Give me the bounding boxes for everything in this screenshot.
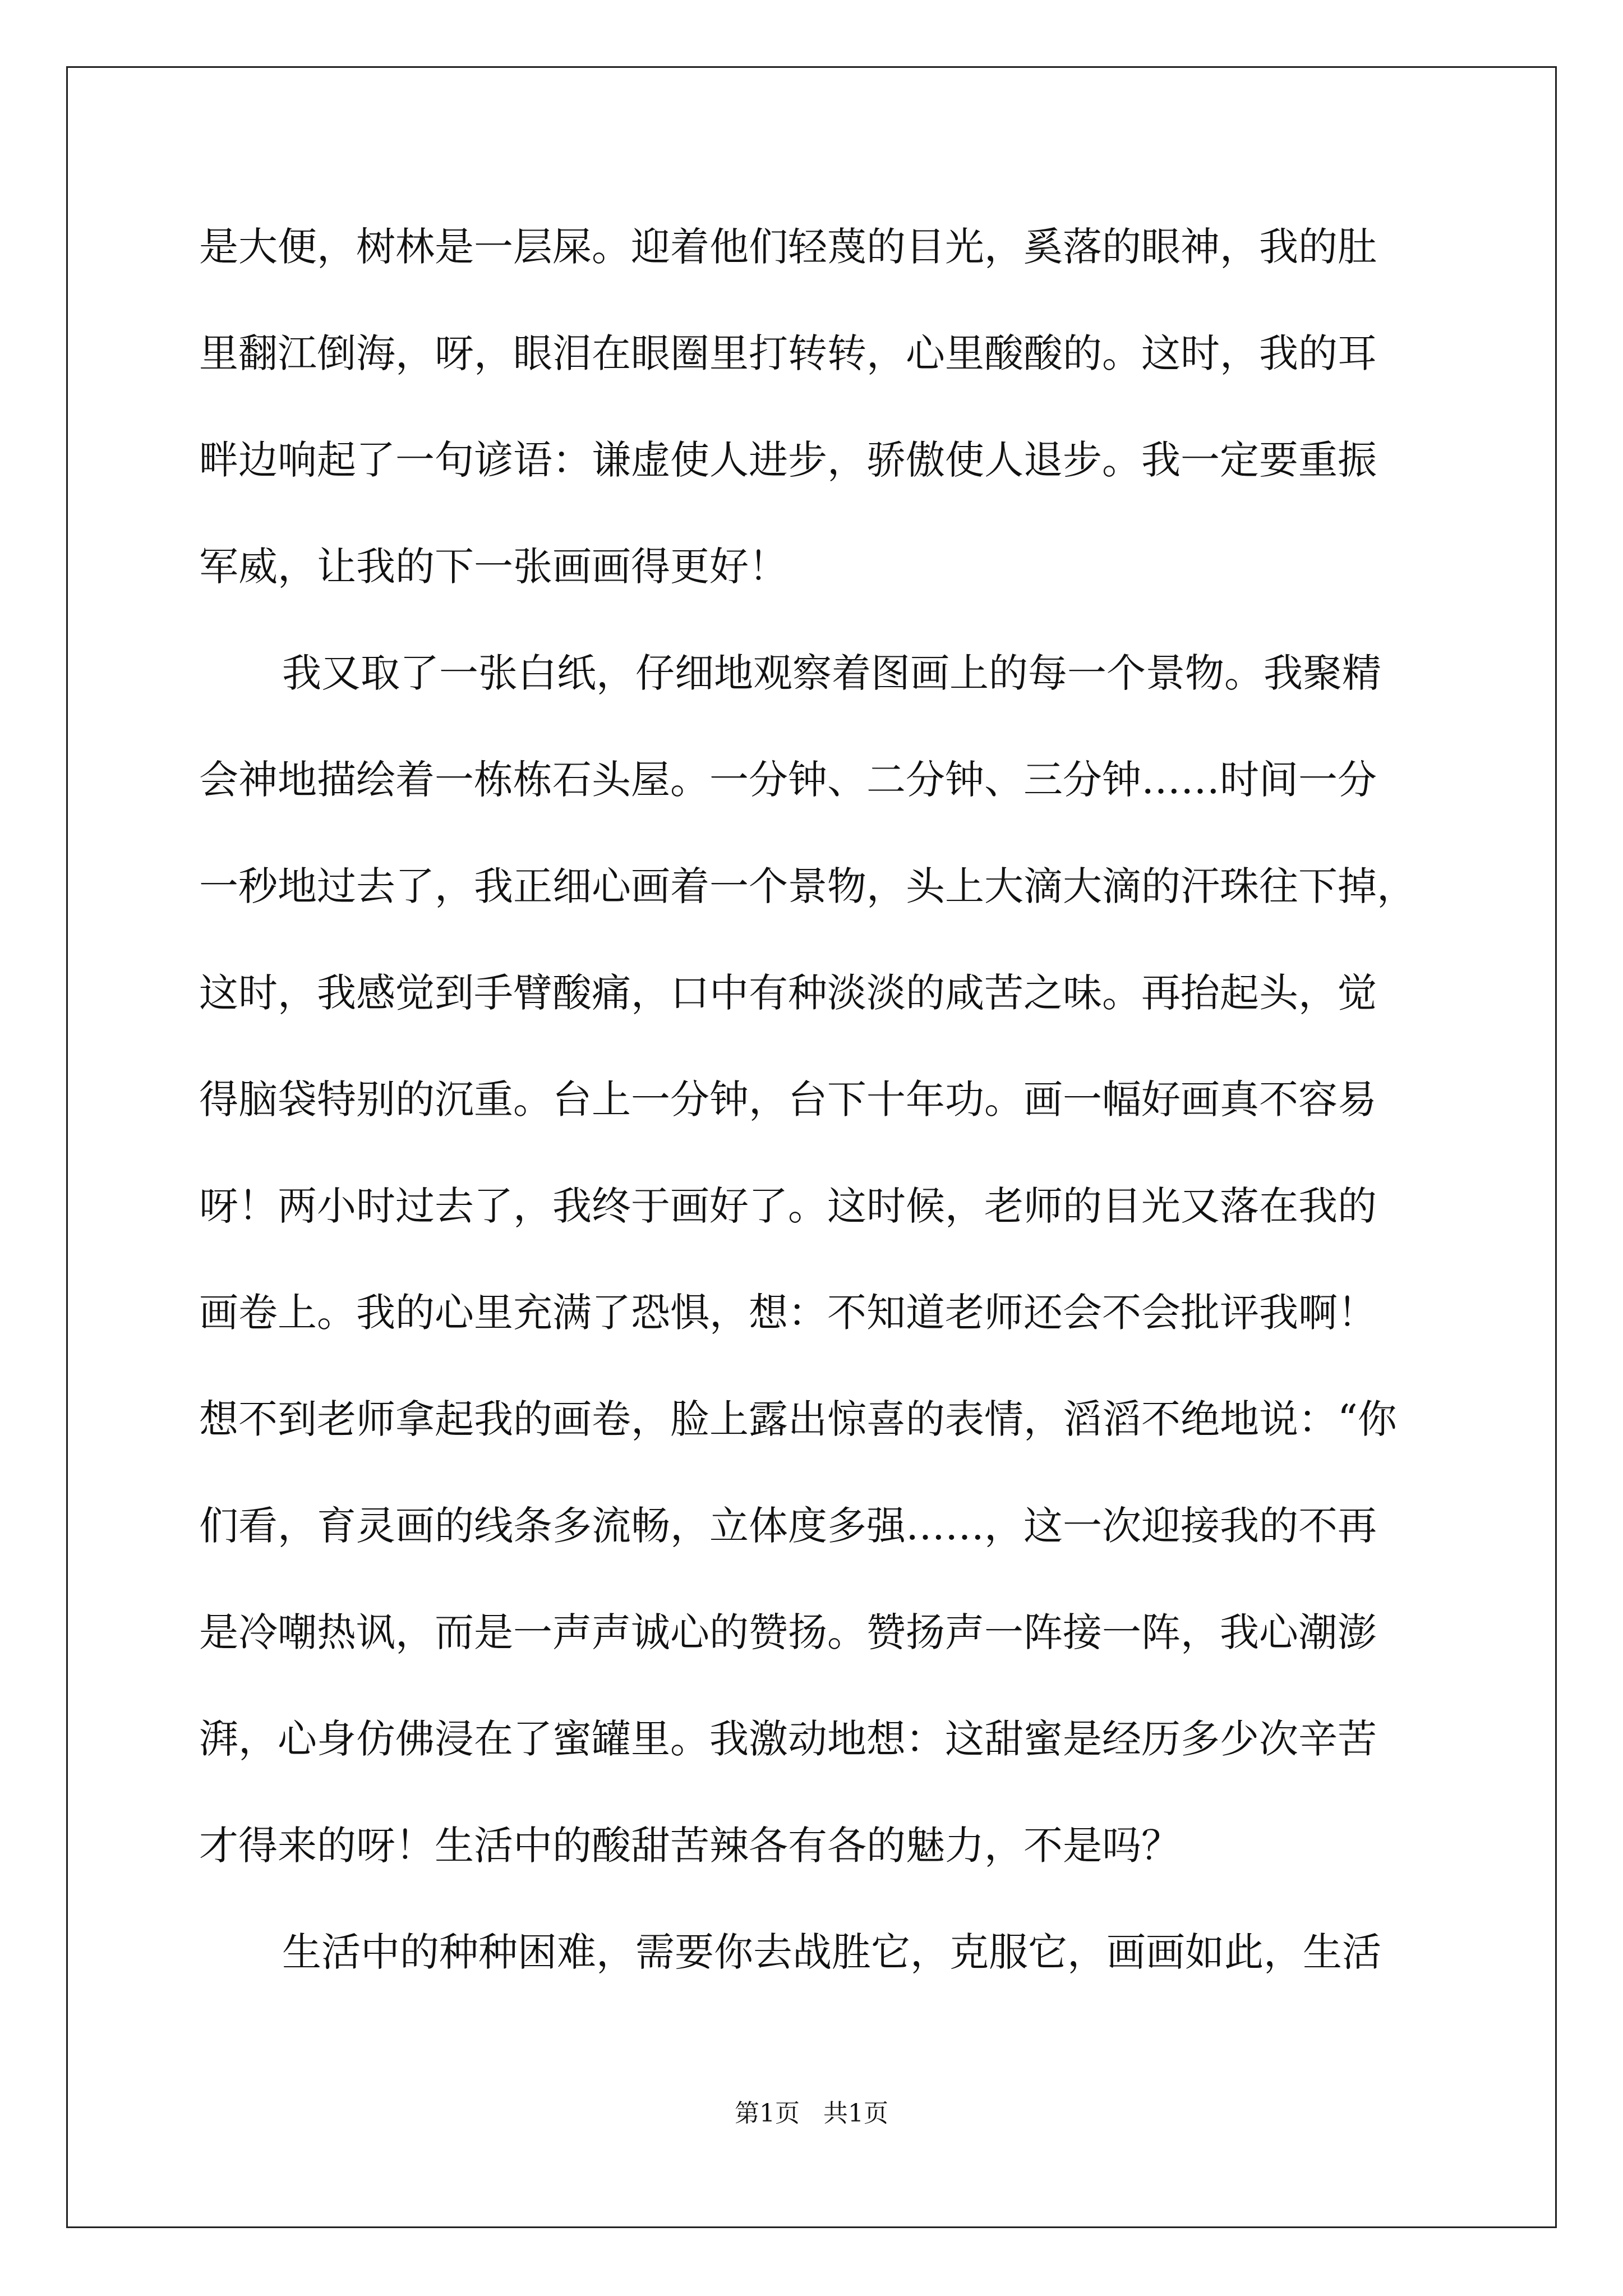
text-line: 画卷上。我的心里充满了恐惧，想：不知道老师还会不会批评我啊！: [199, 1290, 1377, 1336]
paragraph-start-line: 我又取了一张白纸，仔细地观察着图画上的每一个景物。我聚精: [282, 650, 1381, 696]
text-line: 湃，心身仿佛浸在了蜜罐里。我激动地想：这甜蜜是经历多少次辛苦: [199, 1716, 1377, 1762]
text-line: 是大便，树林是一层屎。迎着他们轻蔑的目光，奚落的眼神，我的肚: [199, 224, 1377, 270]
text-line: 里翻江倒海，呀，眼泪在眼圈里打转转，心里酸酸的。这时，我的耳: [199, 330, 1377, 376]
text-line: 会神地描绘着一栋栋石头屋。一分钟、二分钟、三分钟……时间一分: [199, 757, 1377, 803]
text-line: 这时，我感觉到手臂酸痛，口中有种淡淡的咸苦之味。再抬起头，觉: [199, 970, 1377, 1016]
document-body: [199, 194, 1447, 2005]
page-footer: [0, 2097, 1623, 2131]
text-line: 得脑袋特别的沉重。台上一分钟，台下十年功。画一幅好画真不容易: [199, 1076, 1377, 1122]
text-line: 军威，让我的下一张画画得更好！: [199, 544, 788, 590]
text-line: 呀！两小时过去了，我终于画好了。这时候，老师的目光又落在我的: [199, 1183, 1377, 1229]
paragraph-start-line: 生活中的种种困难，需要你去战胜它，克服它，画画如此，生活: [282, 1929, 1381, 1975]
text-line: 才得来的呀！生活中的酸甜苦辣各有各的魅力，不是吗？: [199, 1823, 1181, 1869]
text-line: 一秒地过去了，我正细心画着一个景物，头上大滴大滴的汗珠往下掉，: [199, 863, 1416, 909]
text-line: 畔边响起了一句谚语：谦虚使人进步，骄傲使人退步。我一定要重振: [199, 437, 1377, 483]
text-line: 们看，育灵画的线条多流畅，立体度多强……，这一次迎接我的不再: [199, 1503, 1377, 1549]
text-line: 想不到老师拿起我的画卷，脸上露出惊喜的表情，滔滔不绝地说：“你: [199, 1396, 1397, 1442]
text-line: 是冷嘲热讽，而是一声声诚心的赞扬。赞扬声一阵接一阵，我心潮澎: [199, 1609, 1377, 1655]
page-number-total: 共1页: [823, 2099, 888, 2128]
page-number-current: 第1页: [735, 2099, 800, 2128]
